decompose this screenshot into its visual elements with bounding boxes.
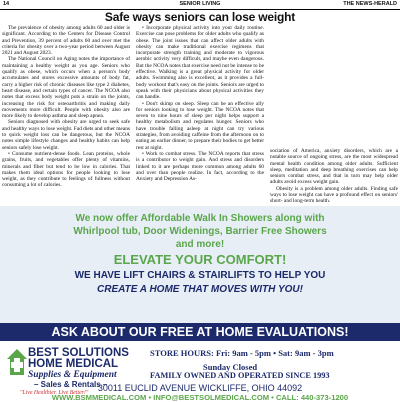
ad-line-1: We now offer Affordable Walk In Showers along with — [75, 213, 325, 224]
article-column-1 — [2, 25, 130, 205]
page-number: 14 — [3, 1, 10, 7]
sunday-hours: Sunday Closed — [203, 362, 258, 372]
contact-line: WWW.BSMMEDICAL.COM • INFO@BESTSOLMEDICAL.COM • CALL: 440-373-1200 — [51, 393, 349, 402]
paragraph: The National Council on Aging notes the importance of maintaining a healthy weight as you age. Seniors who qualify as obese, which occurs when a person's body accumulates and stores excessive amounts of body fat, carry a higher risk of chronic diseases like type 2 diabetes, heart disease, and certain types of cancer. The NCOA also notes that excess body weight puts a strain on the joints, increasing the risk for osteoarthritis and making daily movements more difficult. People with obesity also are more likely to develop asthma and sleep apnea. — [2, 56, 130, 120]
house-icon — [6, 347, 28, 377]
ad-line-3: and more! — [175, 239, 225, 250]
logo-sales-rentals: – Sales & Rentals – — [34, 380, 108, 389]
article-column-3 — [270, 148, 398, 205]
logo-best-solutions: BEST SOLUTIONS — [28, 347, 129, 359]
paragraph: The prevalence of obesity among adults 60 and older is significant. According to the Centers for Disease Control and Prevention, 39 percent of adults 60 and over met the criteria for obesity over a two-year period between August 2021 and August 2023. — [2, 25, 130, 57]
article-column-2 — [136, 25, 264, 205]
store-hours: STORE HOURS: Fri: 9am - 5pm • Sat: 9am - 3pm — [150, 348, 334, 358]
ad-line-6: CREATE A HOME THAT MOVES WITH YOU! — [97, 284, 303, 295]
paragraph: Seniors diagnosed with obesity are urged to seek safe and healthy ways to lose weight. Fad diets and other means to quick weight loss can be dangerous, but the NCOA notes simple lifestyle changes and healthy habits can help seniors safely lose weight. — [2, 119, 130, 151]
logo-supplies: Supplies & Equipment — [28, 370, 117, 380]
paragraph: • Don't skimp on sleep. Sleep can be an effective ally for seniors looking to lose weight. The NCOA notes that seven to nine hours of sleep per night helps support a healthy metabolism and regulates hunger. Seniors who have trouble falling asleep at night can try various strategies, from avoiding caffeine from the afternoon on to eating an earlier dinner, to prepare their bodies to get better rest at night. — [136, 100, 264, 151]
evaluation-banner: ASK ABOUT OUR FREE AT HOME EVALUATIONS! — [0, 323, 400, 341]
advertisement — [0, 206, 400, 400]
paragraph: • Work to combat stress. The NCOA reports that stress is a contributor to weight gain. And stress and disorders linked to it are perhaps more common among adults 60 and over than people realize. In fact, according to the Anxiety and Depression As- — [136, 150, 264, 183]
paragraph: sociation of America, anxiety disorders, which are a notable source of ongoing stress, are the most widespread mental health condition among older adults. Sufficient sleep, meditation and deep breathing exercises can help seniors combat stress, and that in turn may help older adults avoid excess weight gain. — [270, 148, 398, 186]
family-owned: FAMILY OWNED AND OPERATED SINCE 1993 — [150, 371, 330, 380]
ad-line-5: WE HAVE LIFT CHAIRS & STAIRLIFTS TO HELP YOU — [74, 270, 326, 281]
paragraph: • Consume nutrient-dense foods. Lean proteins, whole grains, fruits, and vegetables offer plenty of vitamins, minerals and fiber but tend to be low in calories. That makes them ideal options for people looking to lose weight, as they contribute to feelings of fullness without consuming a lot of calories. — [2, 150, 130, 189]
store-address: 30011 EUCLID AVENUE WICKLIFFE, OHIO 44092 — [97, 383, 303, 393]
logo-tagline: "Live Healthier. Live Better!" — [20, 390, 89, 396]
ad-line-2: Whirlpool tub, Door Widenings, Barrier Free Showers — [73, 226, 327, 237]
paragraph: Obesity is a problem among older adults. Finding safe ways to lose weight can have a profound effect on seniors' short- and long-term health. — [270, 185, 398, 205]
page-header — [0, 0, 400, 10]
ad-headline: ELEVATE YOUR COMFORT! — [113, 252, 287, 267]
article-body — [2, 25, 398, 205]
paper-name: THE NEWS-HERALD — [343, 1, 397, 7]
section-name: SENIOR LIVING — [179, 1, 221, 7]
paragraph: • Incorporate physical activity into your daily routine. Exercise can pose problems for older adults who qualify as obese. The joint issues that can affect older adults with obesity can make traditional exercise regimens that incorporate strength training and moderate to vigorous aerobic activity very difficult, and maybe even dangerous. But the NCOA notes that exercise need not be intense to be effective. Walking is a great physical activity for older adults. Swimming also is excellent, as it provides a full-body workout that's easy on the joints. Seniors are urged to speak with their physicians about physical activities they can handle. — [136, 25, 264, 101]
headline: Safe ways seniors can lose weight — [104, 10, 296, 24]
logo-home-medical: HOME MEDICAL — [28, 358, 119, 370]
